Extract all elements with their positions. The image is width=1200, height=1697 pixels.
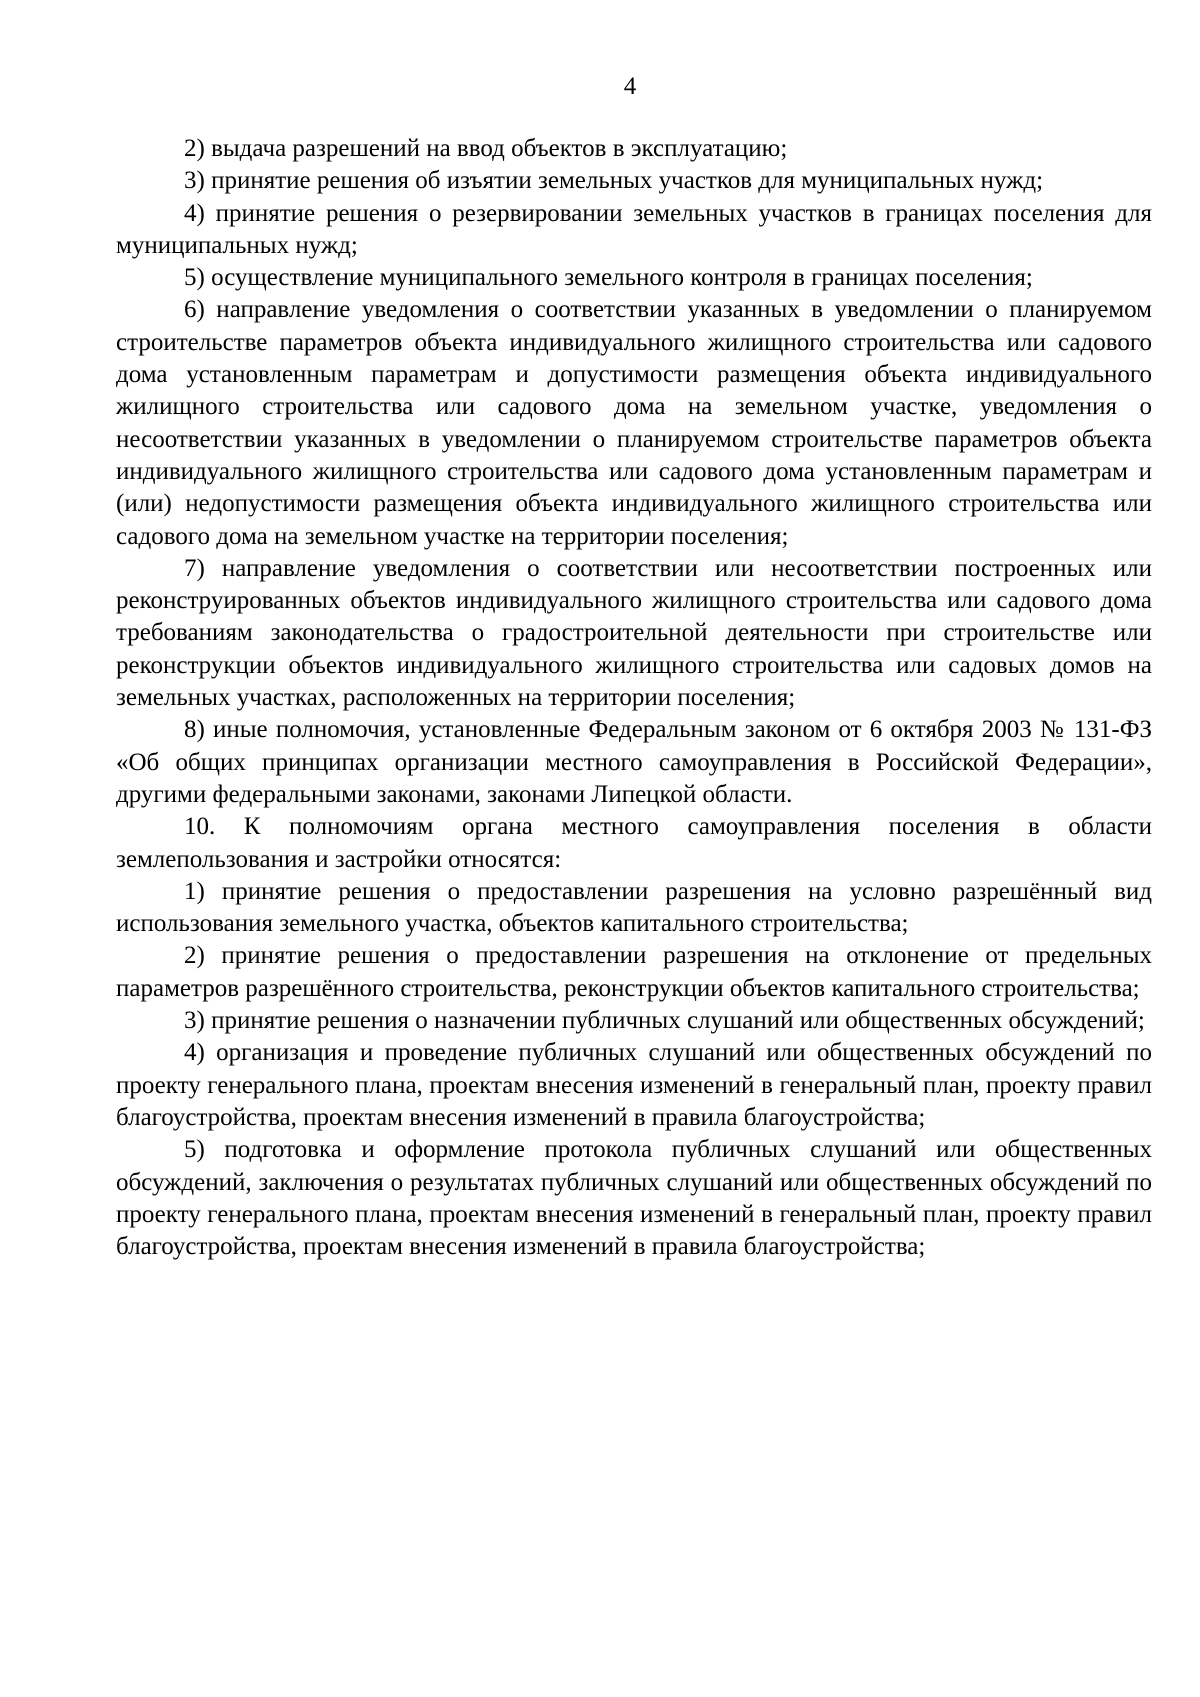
list-item: 5) осуществление муниципального земельного контроля в границах поселения; (184, 264, 1033, 292)
list-item: 6) направление уведомления о соответствии указанных в уведомлении о планируемом строительстве параметров объекта индивидуального жилищного строительства или садового дома установленным параметрам и допустимости размещения объекта индивидуального жилищного строительства или садового дома на земельном участке, уведомления о несоответствии указанных в уведомлении о планируемом строительстве параметров объекта индивидуального жилищного строительства или садового дома установленным параметрам и (или) недопустимости размещения объекта индивидуального жилищного строительства или садового дома на земельном участке на территории поселения; (116, 296, 1152, 550)
list-item: 4) организация и проведение публичных слушаний или общественных обсуждений по проекту генерального плана, проектам внесения изменений в генеральный план, проекту правил благоустройства, проектам внесения изменений в правила благоустройства; (116, 1039, 1152, 1131)
list-item: 8) иные полномочия, установленные Федеральным законом от 6 октября 2003 № 131-ФЗ «Об общих принципах организации местного самоуправления в Российской Федерации», другими федеральными законами, законами Липецкой области. (116, 716, 1152, 808)
list-item: 4) принятие решения о резервировании земельных участков в границах поселения для муниципальных нужд; (116, 199, 1152, 259)
list-item: 2) принятие решения о предоставлении разрешения на отклонение от предельных параметров разрешённого строительства, реконструкции объектов капитального строительства; (116, 942, 1152, 1002)
list-item: 3) принятие решения о назначении публичных слушаний или общественных обсуждений; (184, 1007, 1145, 1035)
list-item: 3) принятие решения об изъятии земельных участков для муниципальных нужд; (184, 167, 1044, 195)
section-paragraph: 10. К полномочиям органа местного самоуправления поселения в области землепользования и застройки относятся: (116, 813, 1152, 873)
document-body (116, 133, 1152, 1263)
page-number: 4 (623, 73, 637, 100)
list-item: 2) выдача разрешений на ввод объектов в эксплуатацию; (184, 135, 788, 162)
list-item: 1) принятие решения о предоставлении разрешения на условно разрешённый вид использования земельного участка, объектов капитального строительства; (116, 877, 1152, 938)
list-item: 5) подготовка и оформление протокола публичных слушаний или общественных обсуждений, заключения о результатах публичных слушаний или общественных обсуждений по проекту генерального плана, проектам внесения изменений в генеральный план, проекту правил благоустройства, проектам внесения изменений в правила благоустройства; (116, 1136, 1152, 1261)
list-item: 7) направление уведомления о соответствии или несоответствии построенных или реконструированных объектов индивидуального жилищного строительства или садового дома требованиям законодательства о градостроительной деятельности при строительстве или реконструкции объектов индивидуального жилищного строительства или садовых домов на земельных участках, расположенных на территории поселения; (116, 554, 1152, 712)
